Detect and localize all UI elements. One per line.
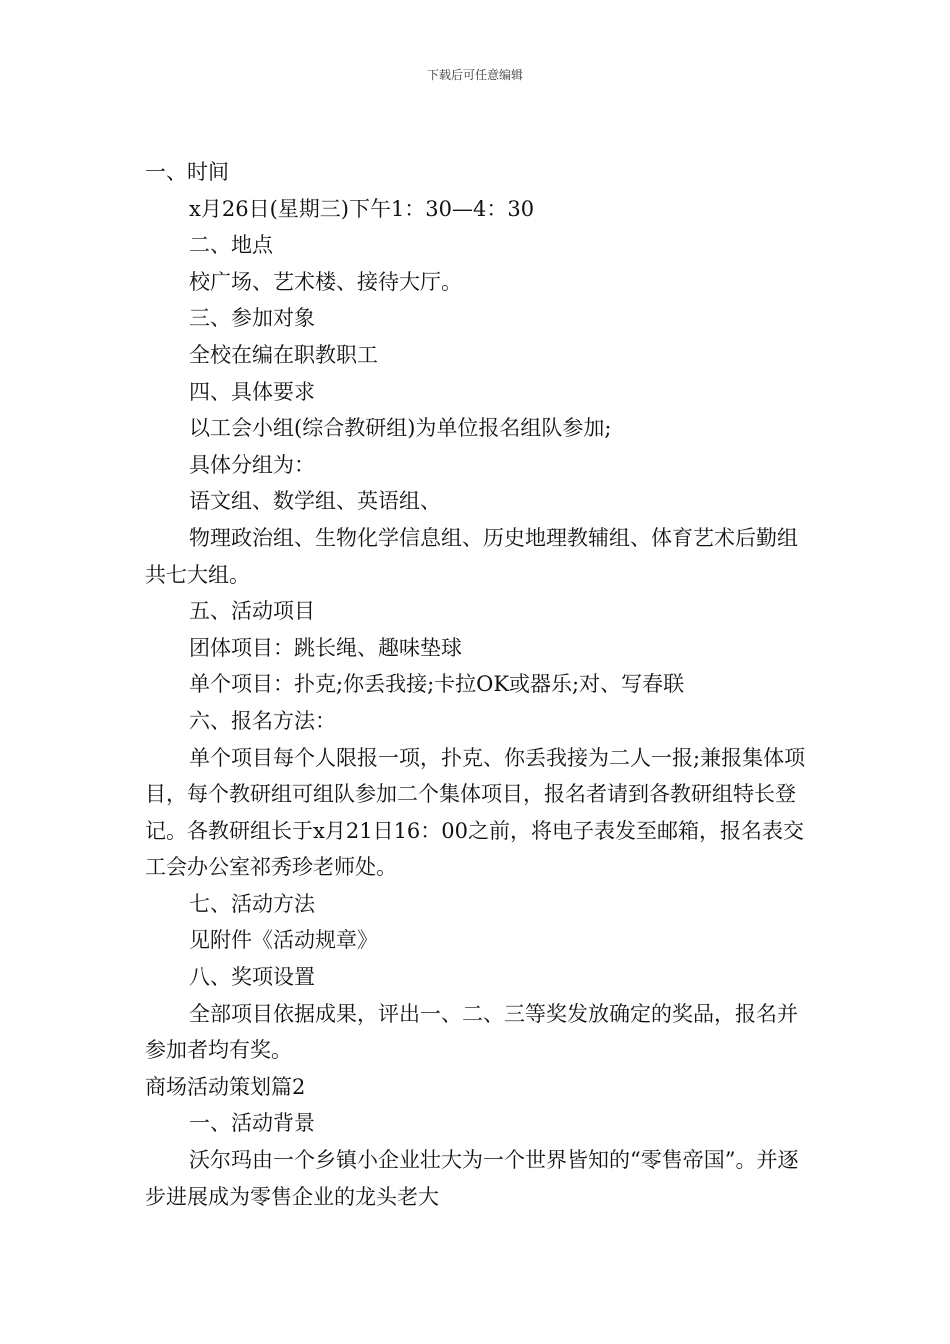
paragraph-groups-2: 物理政治组、生物化学信息组、历史地理教辅组、体育艺术后勤组共七大组。: [145, 525, 798, 587]
paragraph-requirements: 以工会小组(综合教研组)为单位报名组队参加;: [189, 416, 612, 441]
document-body: [145, 154, 810, 1215]
paragraph-background: 沃尔玛由一个乡镇小企业壮大为一个世界皆知的“零售帝国”。并逐步进展成为零售企业的龙头老大: [145, 1148, 799, 1209]
section-heading-method: 七、活动方法: [189, 891, 315, 916]
section-heading-awards: 八、奖项设置: [189, 965, 315, 990]
paragraph-team-events: 团体项目：跳长绳、趣味垫球: [189, 635, 462, 660]
section-heading-location: 二、地点: [189, 233, 273, 258]
doc-subtitle: 商场活动策划篇2: [145, 1074, 306, 1099]
paragraph-method: 见附件《活动规章》: [189, 928, 378, 953]
section-heading-events: 五、活动项目: [189, 599, 315, 624]
paragraph-participants-value: 全校在编在职教职工: [189, 342, 378, 367]
paragraph-location-value: 校广场、艺术楼、接待大厅。: [189, 269, 462, 294]
page-header: 下载后可任意编辑: [426, 68, 523, 82]
section-heading-registration: 六、报名方法：: [189, 708, 336, 733]
paragraph-individual-events: 单个项目：扑克;你丢我接;卡拉OK或器乐;对、写春联: [189, 672, 685, 697]
paragraph-time-value: x月26日(星期三)下午1：30—4：30: [189, 196, 535, 221]
section-heading-requirements: 四、具体要求: [189, 379, 315, 404]
paragraph-grouping-intro: 具体分组为：: [189, 452, 315, 477]
section-heading-participants: 三、参加对象: [189, 306, 315, 331]
paragraph-groups-1: 语文组、数学组、英语组、: [189, 489, 441, 514]
paragraph-registration: 单个项目每个人限报一项，扑克、你丢我接为二人一报;兼报集体项目，每个教研组可组队参加二个集体项目，报名者请到各教研组特长登记。各教研组长于x月21日16：00之前，将电子表发至邮箱，报名表交工会办公室祁秀珍老师处。: [145, 745, 806, 880]
section-heading-background: 一、活动背景: [189, 1111, 315, 1136]
paragraph-awards: 全部项目依据成果，评出一、二、三等奖发放确定的奖品，报名并参加者均有奖。: [145, 1001, 798, 1063]
section-heading-time: 一、时间: [145, 160, 229, 184]
